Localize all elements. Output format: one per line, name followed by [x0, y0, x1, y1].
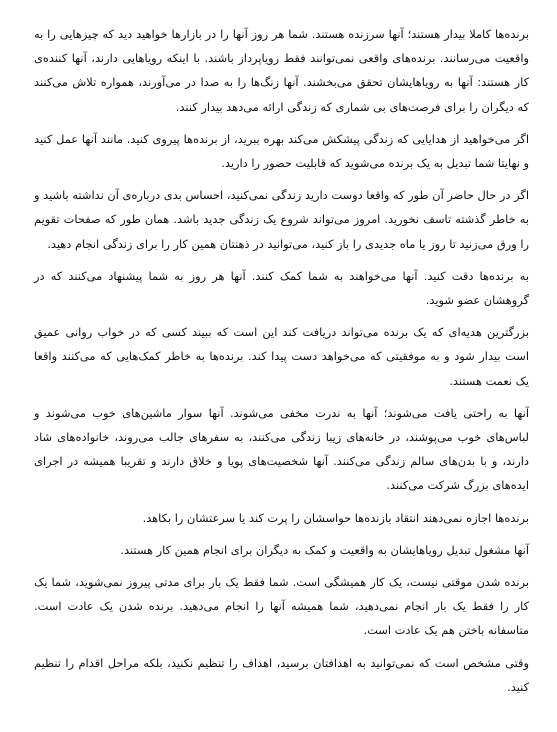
paragraph-6: آنها به راحتی یافت می‌شوند؛ آنها به ندرت مخفی می‌شوند. آنها سوار ماشین‌های خوب می‌شوند و لباس‌های خوب می‌پوشند، در خانه‌های زیبا زندگی می‌کنند، به سفرهای جالب می‌روند، خانواده‌های شاد دارند، و با بدن‌های سالم زندگی می‌کنند. آنها شخصیت‌های پویا و خلاق دارند و تقریبا همیشه در اجرای ایده‌های بزرگ شرکت می‌کنند.	[34, 405, 529, 493]
paragraph-10: وقتی مشخص است که نمی‌توانید به اهدافتان برسید، اهداف را تنظیم نکنید، بلکه مراحل اقدام را تنظیم کنید.	[34, 655, 529, 694]
paragraph-7: برنده‌ها اجازه نمی‌دهند انتقاد بازنده‌ها حواسشان را پرت کند یا سرعتشان را بکاهد.	[142, 510, 529, 525]
paragraph-9: برنده شدن موقتی نیست، یک کار همیشگی است. شما فقط یک بار برای مدتی پیروز نمی‌شوید، شما یک کار را فقط یک بار انجام نمی‌دهید، شما همیشه آنها را انجام می‌دهید. برنده شدن یک عادت است. متاسفانه باختن هم یک عادت است.	[34, 575, 529, 638]
paragraph-3: اگر در حال حاضر آن طور که واقعا دوست دارید زندگی نمی‌کنید، احساس بدی درباره‌ی آن نداشته باشید و به خاطر گذشته تاسف نخورید. امروز می‌تواند شروع یک زندگی جدید باشد. همان طور که صفحات تقویم را ورق می‌زنید تا روز یا ماه جدیدی را باز کنید، می‌توانید در ذهنتان همین کار را برای زندگی انجام دهید.	[34, 188, 529, 251]
paragraph-4: به برنده‌ها دقت کنید. آنها می‌خواهند به شما کمک کنند. آنها هر روز به شما پیشنهاد می‌کنند که در گروهشان عضو شوید.	[34, 268, 529, 308]
paragraph-8: آنها مشغول تبدیل رویاهایشان به واقعیت و کمک به دیگران برای انجام همین کار هستند.	[120, 542, 529, 557]
paragraph-5: بزرگترین هدیه‌ای که یک برنده می‌تواند دریافت کند این است که ببیند کسی که در خواب روانی عمیق است بیدار شود و به موفقیتی که می‌خواهد دست پیدا کند. برنده‌ها به خاطر کمک‌هایی که می‌کنند واقعا یک نعمت هستند.	[34, 325, 529, 388]
paragraph-2: اگر می‌خواهید از هدایایی که زندگی پیشکش می‌کند بهره ببرید، از برنده‌ها پیروی کنید. مانند آنها عمل کنید و نهایتا شما تبدیل به یک برنده می‌شوید که قابلیت حضور را دارید.	[34, 131, 529, 171]
paragraph-1: برنده‌ها کاملا بیدار هستند؛ آنها سرزنده هستند. شما هر روز آنها را در بازارها خواهید دید که چیزهایی را به واقعیت می‌رسانند. برنده‌های واقعی نمی‌توانند فقط رویاپرداز باشند. با اینکه رویاهایی دارند، آنها کننده‌ی کار هستند: آنها به رویاهایشان تحقق می‌بخشند. آنها زنگ‌ها را به صدا در می‌آورند، همواره تلاش می‌کنند که دیگران را برای فرصت‌های بی شماری که زندگی ارائه می‌دهد بیدار کنند.	[34, 27, 529, 114]
